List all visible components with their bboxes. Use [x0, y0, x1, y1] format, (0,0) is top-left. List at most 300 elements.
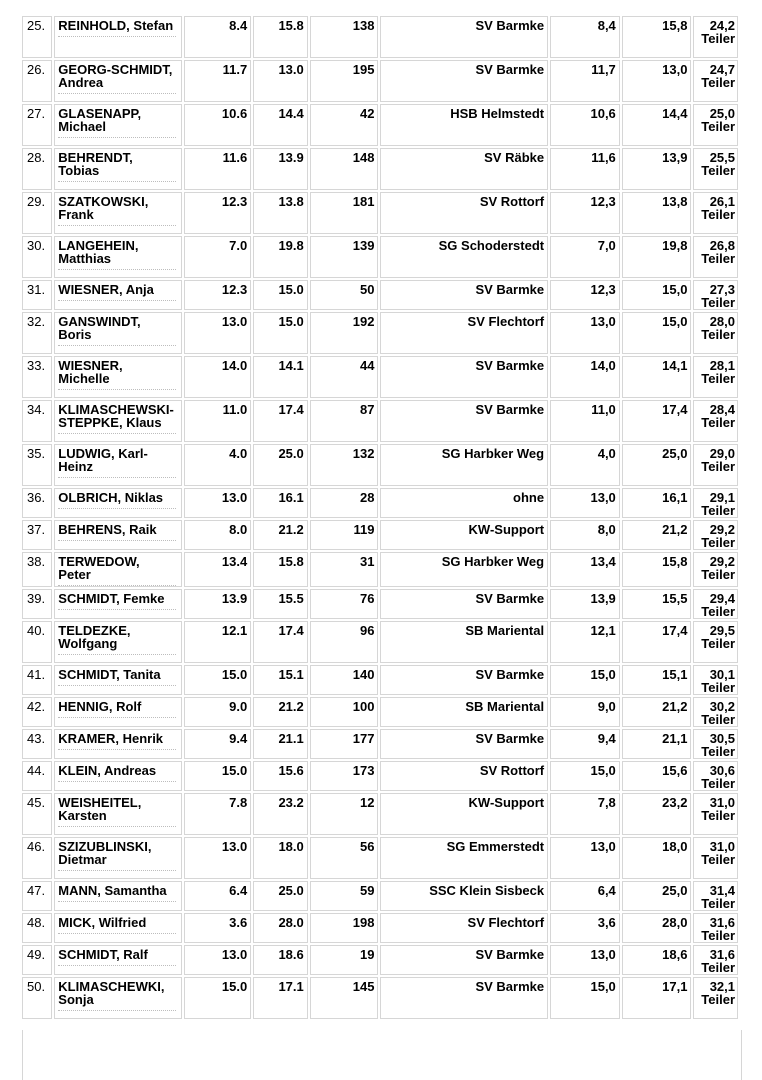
score-a-cell: 9.0: [184, 697, 252, 727]
teiler-unit-label: Teiler: [701, 960, 735, 975]
rank-cell: 35.: [22, 444, 52, 486]
score-a2-cell: 10,6: [550, 104, 620, 146]
rank-cell: 39.: [22, 589, 52, 619]
rank-cell: 32.: [22, 312, 52, 354]
teiler-unit-label: Teiler: [701, 808, 735, 823]
name-cell: [54, 280, 181, 310]
score-b-cell: 21.2: [253, 520, 308, 550]
teiler-value: 28,4: [709, 402, 735, 417]
club-cell: SV Barmke: [380, 589, 548, 619]
score-a-cell: 15.0: [184, 977, 252, 1019]
score-b-cell: 17.4: [253, 621, 308, 663]
score-a-cell: 7.0: [184, 236, 252, 278]
teiler-cell: [693, 665, 738, 695]
score-a-cell: 13.9: [184, 589, 252, 619]
club-cell: SV Barmke: [380, 60, 548, 102]
score-a-cell: 13.4: [184, 552, 252, 587]
start-number-cell: 195: [310, 60, 379, 102]
score-a2-cell: 8,0: [550, 520, 620, 550]
rank-cell: 40.: [22, 621, 52, 663]
score-a-cell: 15.0: [184, 665, 252, 695]
rank-cell: 50.: [22, 977, 52, 1019]
club-cell: SB Mariental: [380, 621, 548, 663]
rank-cell: 46.: [22, 837, 52, 879]
teiler-unit-label: Teiler: [701, 992, 735, 1007]
results-table: [20, 14, 740, 1021]
teiler-cell: [693, 312, 738, 354]
club-cell: SV Räbke: [380, 148, 548, 190]
score-a2-cell: 15,0: [550, 761, 620, 791]
shooter-name: WEISHEITEL, Karsten: [58, 796, 175, 827]
score-a2-cell: 11,6: [550, 148, 620, 190]
club-cell: SG Harbker Weg: [380, 552, 548, 587]
shooter-name: REINHOLD, Stefan: [58, 19, 175, 37]
teiler-cell: [693, 60, 738, 102]
teiler-unit-label: Teiler: [701, 295, 735, 310]
name-cell: [54, 945, 181, 975]
score-a-cell: 7.8: [184, 793, 252, 835]
club-cell: SV Barmke: [380, 977, 548, 1019]
table-row: [22, 665, 738, 695]
club-cell: ohne: [380, 488, 548, 518]
table-row: [22, 356, 738, 398]
name-cell: [54, 589, 181, 619]
score-a2-cell: 13,0: [550, 312, 620, 354]
club-cell: SV Barmke: [380, 280, 548, 310]
club-cell: SV Flechtorf: [380, 913, 548, 943]
teiler-value: 29,0: [709, 446, 735, 461]
teiler-unit-label: Teiler: [701, 567, 735, 582]
rank-cell: 25.: [22, 16, 52, 58]
teiler-unit-label: Teiler: [701, 503, 735, 518]
club-cell: SV Barmke: [380, 400, 548, 442]
score-a2-cell: 13,0: [550, 945, 620, 975]
name-cell: [54, 729, 181, 759]
shooter-name: SCHMIDT, Tanita: [58, 668, 175, 686]
club-cell: SB Mariental: [380, 697, 548, 727]
teiler-value: 31,4: [709, 883, 735, 898]
table-row: [22, 621, 738, 663]
teiler-value: 29,1: [709, 490, 735, 505]
start-number-cell: 28: [310, 488, 379, 518]
score-a2-cell: 13,0: [550, 837, 620, 879]
table-row: [22, 589, 738, 619]
score-a2-cell: 13,0: [550, 488, 620, 518]
shooter-name: GANSWINDT, Boris: [58, 315, 175, 346]
score-b-cell: 18.6: [253, 945, 308, 975]
score-a2-cell: 7,8: [550, 793, 620, 835]
rank-cell: 27.: [22, 104, 52, 146]
score-a-cell: 8.0: [184, 520, 252, 550]
table-row: [22, 945, 738, 975]
table-row: [22, 192, 738, 234]
name-cell: [54, 60, 181, 102]
score-b2-cell: 13,8: [622, 192, 692, 234]
shooter-name: WIESNER, Anja: [58, 283, 175, 301]
name-cell: [54, 104, 181, 146]
teiler-cell: [693, 488, 738, 518]
shooter-name: GLASENAPP, Michael: [58, 107, 175, 138]
name-cell: [54, 552, 181, 587]
score-b2-cell: 18,0: [622, 837, 692, 879]
score-b-cell: 21.2: [253, 697, 308, 727]
table-row: [22, 837, 738, 879]
score-b-cell: 28.0: [253, 913, 308, 943]
score-a-cell: 4.0: [184, 444, 252, 486]
table-row: [22, 729, 738, 759]
score-a2-cell: 3,6: [550, 913, 620, 943]
start-number-cell: 138: [310, 16, 379, 58]
club-cell: SV Barmke: [380, 729, 548, 759]
shooter-name: TELDEZKE, Wolfgang: [58, 624, 175, 655]
teiler-cell: [693, 977, 738, 1019]
score-b-cell: 15.8: [253, 552, 308, 587]
rank-cell: 42.: [22, 697, 52, 727]
teiler-value: 31,0: [709, 795, 735, 810]
teiler-unit-label: Teiler: [701, 163, 735, 178]
teiler-value: 31,6: [709, 915, 735, 930]
shooter-name: OLBRICH, Niklas: [58, 491, 175, 509]
score-b2-cell: 19,8: [622, 236, 692, 278]
score-b2-cell: 23,2: [622, 793, 692, 835]
teiler-value: 26,1: [709, 194, 735, 209]
rank-cell: 37.: [22, 520, 52, 550]
score-b-cell: 17.4: [253, 400, 308, 442]
rank-cell: 26.: [22, 60, 52, 102]
score-a-cell: 12.3: [184, 192, 252, 234]
score-b2-cell: 15,6: [622, 761, 692, 791]
score-b-cell: 13.8: [253, 192, 308, 234]
shooter-name: GEORG-SCHMIDT, Andrea: [58, 63, 175, 94]
shooter-name: BEHRENS, Raik: [58, 523, 175, 541]
club-cell: SV Rottorf: [380, 761, 548, 791]
club-cell: KW-Support: [380, 520, 548, 550]
shooter-name: KLIMASCHEWSKI-STEPPKE, Klaus: [58, 403, 175, 434]
teiler-unit-label: Teiler: [701, 119, 735, 134]
score-b-cell: 25.0: [253, 881, 308, 911]
teiler-unit-label: Teiler: [701, 75, 735, 90]
start-number-cell: 192: [310, 312, 379, 354]
club-cell: HSB Helmstedt: [380, 104, 548, 146]
score-b2-cell: 14,4: [622, 104, 692, 146]
teiler-unit-label: Teiler: [701, 415, 735, 430]
score-b2-cell: 15,8: [622, 16, 692, 58]
name-cell: [54, 761, 181, 791]
score-b2-cell: 21,2: [622, 520, 692, 550]
start-number-cell: 181: [310, 192, 379, 234]
start-number-cell: 173: [310, 761, 379, 791]
teiler-unit-label: Teiler: [701, 31, 735, 46]
table-row: [22, 761, 738, 791]
rank-cell: 38.: [22, 552, 52, 587]
score-a-cell: 9.4: [184, 729, 252, 759]
shooter-name: KRAMER, Henrik: [58, 732, 175, 750]
rank-cell: 43.: [22, 729, 52, 759]
score-a-cell: 13.0: [184, 837, 252, 879]
score-b-cell: 17.1: [253, 977, 308, 1019]
score-b2-cell: 13,9: [622, 148, 692, 190]
teiler-unit-label: Teiler: [701, 896, 735, 911]
start-number-cell: 31: [310, 552, 379, 587]
score-a2-cell: 8,4: [550, 16, 620, 58]
table-row: [22, 280, 738, 310]
shooter-name: KLIMASCHEWKI, Sonja: [58, 980, 175, 1011]
score-b-cell: 15.0: [253, 280, 308, 310]
teiler-value: 29,2: [709, 522, 735, 537]
teiler-cell: [693, 552, 738, 587]
score-b2-cell: 17,1: [622, 977, 692, 1019]
teiler-unit-label: Teiler: [701, 535, 735, 550]
start-number-cell: 119: [310, 520, 379, 550]
score-a-cell: 3.6: [184, 913, 252, 943]
club-cell: SV Flechtorf: [380, 312, 548, 354]
score-a2-cell: 15,0: [550, 665, 620, 695]
table-row: [22, 444, 738, 486]
score-a-cell: 14.0: [184, 356, 252, 398]
score-b-cell: 16.1: [253, 488, 308, 518]
teiler-cell: [693, 729, 738, 759]
score-b2-cell: 28,0: [622, 913, 692, 943]
results-table-body: [22, 16, 738, 1019]
score-b2-cell: 21,1: [622, 729, 692, 759]
teiler-unit-label: Teiler: [701, 251, 735, 266]
rank-cell: 49.: [22, 945, 52, 975]
name-cell: [54, 488, 181, 518]
rank-cell: 44.: [22, 761, 52, 791]
name-cell: [54, 16, 181, 58]
teiler-cell: [693, 192, 738, 234]
teiler-unit-label: Teiler: [701, 680, 735, 695]
score-a-cell: 13.0: [184, 312, 252, 354]
table-row: [22, 400, 738, 442]
teiler-cell: [693, 881, 738, 911]
score-a2-cell: 6,4: [550, 881, 620, 911]
club-cell: SG Harbker Weg: [380, 444, 548, 486]
teiler-cell: [693, 913, 738, 943]
teiler-cell: [693, 793, 738, 835]
shooter-name: SZATKOWSKI, Frank: [58, 195, 175, 226]
score-b2-cell: 15,5: [622, 589, 692, 619]
score-a-cell: 11.6: [184, 148, 252, 190]
teiler-cell: [693, 104, 738, 146]
shooter-name: LANGEHEIN, Matthias: [58, 239, 175, 270]
teiler-value: 29,4: [709, 591, 735, 606]
start-number-cell: 177: [310, 729, 379, 759]
rank-cell: 28.: [22, 148, 52, 190]
teiler-value: 26,8: [709, 238, 735, 253]
table-row: [22, 697, 738, 727]
start-number-cell: 87: [310, 400, 379, 442]
start-number-cell: 44: [310, 356, 379, 398]
score-b-cell: 18.0: [253, 837, 308, 879]
score-a2-cell: 9,4: [550, 729, 620, 759]
teiler-unit-label: Teiler: [701, 604, 735, 619]
score-a2-cell: 12,1: [550, 621, 620, 663]
name-cell: [54, 520, 181, 550]
score-b2-cell: 15,0: [622, 280, 692, 310]
score-b2-cell: 18,6: [622, 945, 692, 975]
teiler-value: 25,0: [709, 106, 735, 121]
teiler-value: 30,5: [709, 731, 735, 746]
club-cell: SV Barmke: [380, 945, 548, 975]
score-b-cell: 13.9: [253, 148, 308, 190]
name-cell: [54, 312, 181, 354]
club-cell: SV Barmke: [380, 356, 548, 398]
table-row: [22, 16, 738, 58]
score-a-cell: 11.0: [184, 400, 252, 442]
teiler-value: 30,1: [709, 667, 735, 682]
table-row: [22, 312, 738, 354]
teiler-unit-label: Teiler: [701, 327, 735, 342]
teiler-cell: [693, 280, 738, 310]
teiler-unit-label: Teiler: [701, 636, 735, 651]
shooter-name: MANN, Samantha: [58, 884, 175, 902]
teiler-value: 29,2: [709, 554, 735, 569]
teiler-value: 24,2: [709, 18, 735, 33]
table-row: [22, 60, 738, 102]
teiler-unit-label: Teiler: [701, 776, 735, 791]
name-cell: [54, 837, 181, 879]
teiler-value: 31,0: [709, 839, 735, 854]
score-a-cell: 11.7: [184, 60, 252, 102]
teiler-cell: [693, 837, 738, 879]
score-b-cell: 15.5: [253, 589, 308, 619]
score-b-cell: 19.8: [253, 236, 308, 278]
start-number-cell: 59: [310, 881, 379, 911]
score-a-cell: 12.1: [184, 621, 252, 663]
score-b-cell: 13.0: [253, 60, 308, 102]
teiler-cell: [693, 697, 738, 727]
score-a-cell: 13.0: [184, 945, 252, 975]
score-b2-cell: 21,2: [622, 697, 692, 727]
score-b2-cell: 15,1: [622, 665, 692, 695]
name-cell: [54, 236, 181, 278]
club-cell: KW-Support: [380, 793, 548, 835]
score-a2-cell: 15,0: [550, 977, 620, 1019]
club-cell: SV Rottorf: [380, 192, 548, 234]
start-number-cell: 50: [310, 280, 379, 310]
teiler-cell: [693, 148, 738, 190]
start-number-cell: 139: [310, 236, 379, 278]
rank-cell: 33.: [22, 356, 52, 398]
name-cell: [54, 621, 181, 663]
score-b-cell: 15.0: [253, 312, 308, 354]
score-a2-cell: 13,4: [550, 552, 620, 587]
teiler-unit-label: Teiler: [701, 852, 735, 867]
teiler-cell: [693, 761, 738, 791]
club-cell: SG Schoderstedt: [380, 236, 548, 278]
score-a2-cell: 13,9: [550, 589, 620, 619]
score-a-cell: 15.0: [184, 761, 252, 791]
table-row: [22, 552, 738, 587]
rank-cell: 31.: [22, 280, 52, 310]
table-row: [22, 881, 738, 911]
teiler-cell: [693, 356, 738, 398]
teiler-value: 30,2: [709, 699, 735, 714]
score-b2-cell: 15,0: [622, 312, 692, 354]
rank-cell: 30.: [22, 236, 52, 278]
score-a2-cell: 11,7: [550, 60, 620, 102]
score-b2-cell: 16,1: [622, 488, 692, 518]
name-cell: [54, 356, 181, 398]
name-cell: [54, 192, 181, 234]
score-a2-cell: 7,0: [550, 236, 620, 278]
start-number-cell: 145: [310, 977, 379, 1019]
score-b2-cell: 13,0: [622, 60, 692, 102]
start-number-cell: 148: [310, 148, 379, 190]
score-b-cell: 15.1: [253, 665, 308, 695]
score-b-cell: 14.4: [253, 104, 308, 146]
score-a2-cell: 12,3: [550, 192, 620, 234]
table-row: [22, 793, 738, 835]
score-b-cell: 21.1: [253, 729, 308, 759]
score-a-cell: 10.6: [184, 104, 252, 146]
name-cell: [54, 913, 181, 943]
shooter-name: SCHMIDT, Ralf: [58, 948, 175, 966]
shooter-name: SZIZUBLINSKI, Dietmar: [58, 840, 175, 871]
table-row: [22, 488, 738, 518]
table-row: [22, 977, 738, 1019]
teiler-unit-label: Teiler: [701, 928, 735, 943]
score-a-cell: 12.3: [184, 280, 252, 310]
table-row: [22, 913, 738, 943]
score-b-cell: 15.6: [253, 761, 308, 791]
score-b2-cell: 17,4: [622, 621, 692, 663]
shooter-name: WIESNER, Michelle: [58, 359, 175, 390]
start-number-cell: 132: [310, 444, 379, 486]
teiler-cell: [693, 16, 738, 58]
teiler-unit-label: Teiler: [701, 371, 735, 386]
rank-cell: 29.: [22, 192, 52, 234]
teiler-unit-label: Teiler: [701, 459, 735, 474]
shooter-name: HENNIG, Rolf: [58, 700, 175, 718]
teiler-cell: [693, 520, 738, 550]
teiler-value: 28,1: [709, 358, 735, 373]
club-cell: SV Barmke: [380, 665, 548, 695]
score-a2-cell: 11,0: [550, 400, 620, 442]
rank-cell: 48.: [22, 913, 52, 943]
club-cell: SG Emmerstedt: [380, 837, 548, 879]
shooter-name: TERWEDOW, Peter: [58, 555, 175, 586]
score-b2-cell: 14,1: [622, 356, 692, 398]
teiler-unit-label: Teiler: [701, 207, 735, 222]
table-row: [22, 148, 738, 190]
name-cell: [54, 977, 181, 1019]
score-b-cell: 14.1: [253, 356, 308, 398]
shooter-name: LUDWIG, Karl-Heinz: [58, 447, 175, 478]
club-cell: SV Barmke: [380, 16, 548, 58]
rank-cell: 45.: [22, 793, 52, 835]
score-b2-cell: 17,4: [622, 400, 692, 442]
teiler-value: 27,3: [709, 282, 735, 297]
teiler-value: 24,7: [709, 62, 735, 77]
score-b-cell: 23.2: [253, 793, 308, 835]
table-footer-frame: [22, 1030, 742, 1080]
score-b2-cell: 15,8: [622, 552, 692, 587]
results-table-frame: [22, 14, 740, 1021]
rank-cell: 41.: [22, 665, 52, 695]
start-number-cell: 140: [310, 665, 379, 695]
teiler-value: 32,1: [709, 979, 735, 994]
teiler-value: 30,6: [709, 763, 735, 778]
start-number-cell: 76: [310, 589, 379, 619]
teiler-value: 28,0: [709, 314, 735, 329]
teiler-unit-label: Teiler: [701, 744, 735, 759]
teiler-cell: [693, 621, 738, 663]
score-a2-cell: 14,0: [550, 356, 620, 398]
teiler-value: 31,6: [709, 947, 735, 962]
name-cell: [54, 665, 181, 695]
